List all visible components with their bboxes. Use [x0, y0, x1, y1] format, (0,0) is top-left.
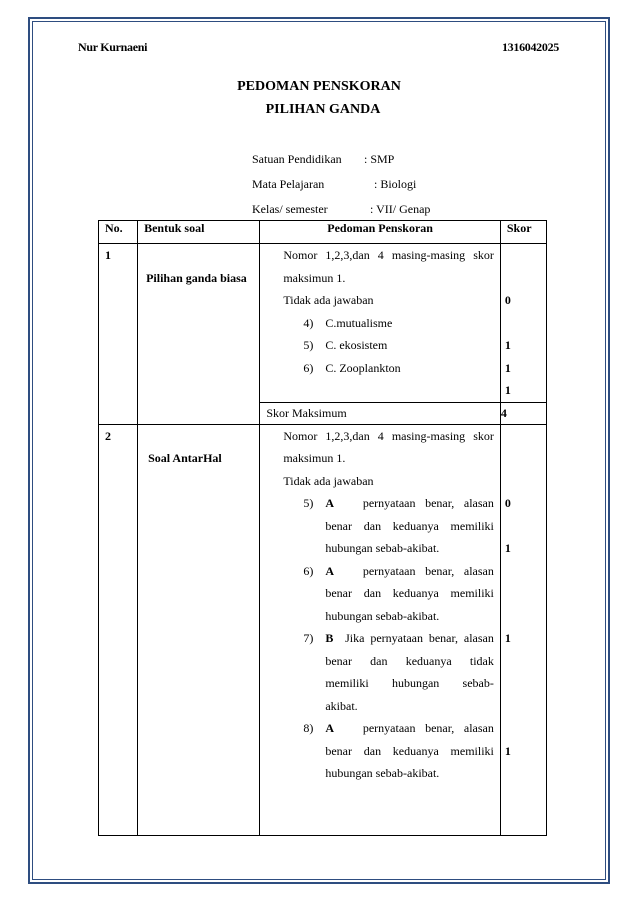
item-key: A [325, 563, 335, 578]
item-text: hubungan sebab-akibat. [325, 541, 440, 555]
list-item [283, 334, 494, 357]
pedoman-intro: Nomor 1,2,3,dan 4 masing-masing skor [283, 428, 494, 443]
info-label: Mata Pelajaran [252, 177, 325, 191]
score-value: 1 [504, 743, 511, 758]
table-row [99, 424, 547, 835]
info-label: Kelas/ semester [252, 202, 328, 216]
pedoman-intro: Nomor 1,2,3,dan 4 masing-masing skor [283, 248, 494, 262]
score-value: 1 [504, 338, 511, 352]
row-pedoman-cell [260, 244, 501, 403]
score-value: 1 [504, 631, 511, 645]
info-kelas [252, 202, 431, 217]
item-number: 6) [303, 360, 314, 375]
row-bentuk: Soal AntarHal [148, 451, 222, 465]
document-subtitle: PILIHAN GANDA [265, 102, 381, 117]
item-key: A [325, 721, 335, 735]
item-key: B [325, 631, 334, 645]
item-text: memiliki hubungan sebab- [325, 676, 494, 690]
item-text: hubungan sebab-akibat. [325, 766, 440, 780]
row-score-cell [500, 424, 546, 835]
list-item [283, 312, 494, 335]
row-bentuk: Pilihan ganda biasa [146, 270, 247, 285]
info-value: : SMP [364, 152, 395, 166]
list-item [283, 560, 494, 628]
max-score-label: Skor Maksimum [260, 402, 501, 424]
info-value: : VII/ Genap [370, 202, 431, 216]
header-id: 1316042025 [501, 40, 559, 54]
header-author: Nur Kurnaeni [78, 40, 148, 54]
item-text: pernyataan benar, alasan [362, 721, 494, 735]
info-label: Satuan Pendidikan [252, 152, 342, 166]
list-item [283, 717, 494, 785]
item-text: pernyataan benar, alasan [362, 563, 494, 578]
item-text: benar dan keduanya memiliki [325, 586, 494, 600]
item-text: C.mutualisme [325, 315, 393, 330]
score-value: 1 [504, 383, 511, 397]
row-number: 1 [99, 244, 138, 425]
list-item [283, 627, 494, 717]
score-value: 0 [504, 496, 511, 510]
info-mapel [252, 177, 417, 192]
col-header-bentuk: Bentuk soal [138, 221, 260, 244]
col-header-skor: Skor [500, 221, 546, 244]
item-text: akibat. [325, 698, 358, 713]
col-header-pedoman: Pedoman Penskoran [260, 221, 501, 244]
item-text: C. ekosistem [325, 338, 388, 352]
score-value: 1 [504, 541, 511, 555]
table-row [99, 244, 547, 403]
row-bentuk-cell [138, 244, 260, 425]
item-number: 7) [303, 631, 314, 645]
table-header-row [99, 221, 547, 244]
item-text: pernyataan benar, alasan [362, 496, 494, 510]
row-score-cell [500, 244, 546, 403]
list-item [283, 357, 494, 380]
pedoman-no-answer: Tidak ada jawaban [283, 473, 374, 488]
item-number: 6) [303, 563, 314, 578]
info-value: : Biologi [374, 177, 417, 191]
scoring-table [98, 220, 547, 836]
item-number: 8) [303, 721, 314, 735]
info-satuan [252, 152, 395, 167]
row-bentuk-cell [138, 424, 260, 835]
list-item [283, 492, 494, 560]
item-text: benar dan keduanya tidak [325, 653, 494, 668]
row-number: 2 [99, 424, 138, 835]
item-number: 4) [303, 315, 314, 330]
score-value: 0 [504, 293, 511, 307]
pedoman-intro: maksimun 1. [283, 270, 346, 285]
item-text: benar dan keduanya memiliki [325, 518, 494, 533]
pedoman-no-answer: Tidak ada jawaban [283, 293, 374, 307]
col-header-no: No. [99, 221, 138, 244]
pedoman-intro: maksimun 1. [283, 451, 346, 465]
row-pedoman-cell [260, 424, 501, 835]
item-text: C. Zooplankton [325, 360, 401, 375]
item-key: A [325, 496, 335, 510]
score-value: 1 [504, 360, 511, 375]
item-number: 5) [303, 338, 314, 352]
item-number: 5) [303, 496, 314, 510]
item-text: benar dan keduanya memiliki [325, 743, 494, 758]
max-score-value: 4 [500, 402, 546, 424]
item-text: Jika pernyataan benar, alasan [345, 631, 494, 645]
document-title: PEDOMAN PENSKORAN [237, 79, 401, 94]
item-text: hubungan sebab-akibat. [325, 608, 440, 623]
